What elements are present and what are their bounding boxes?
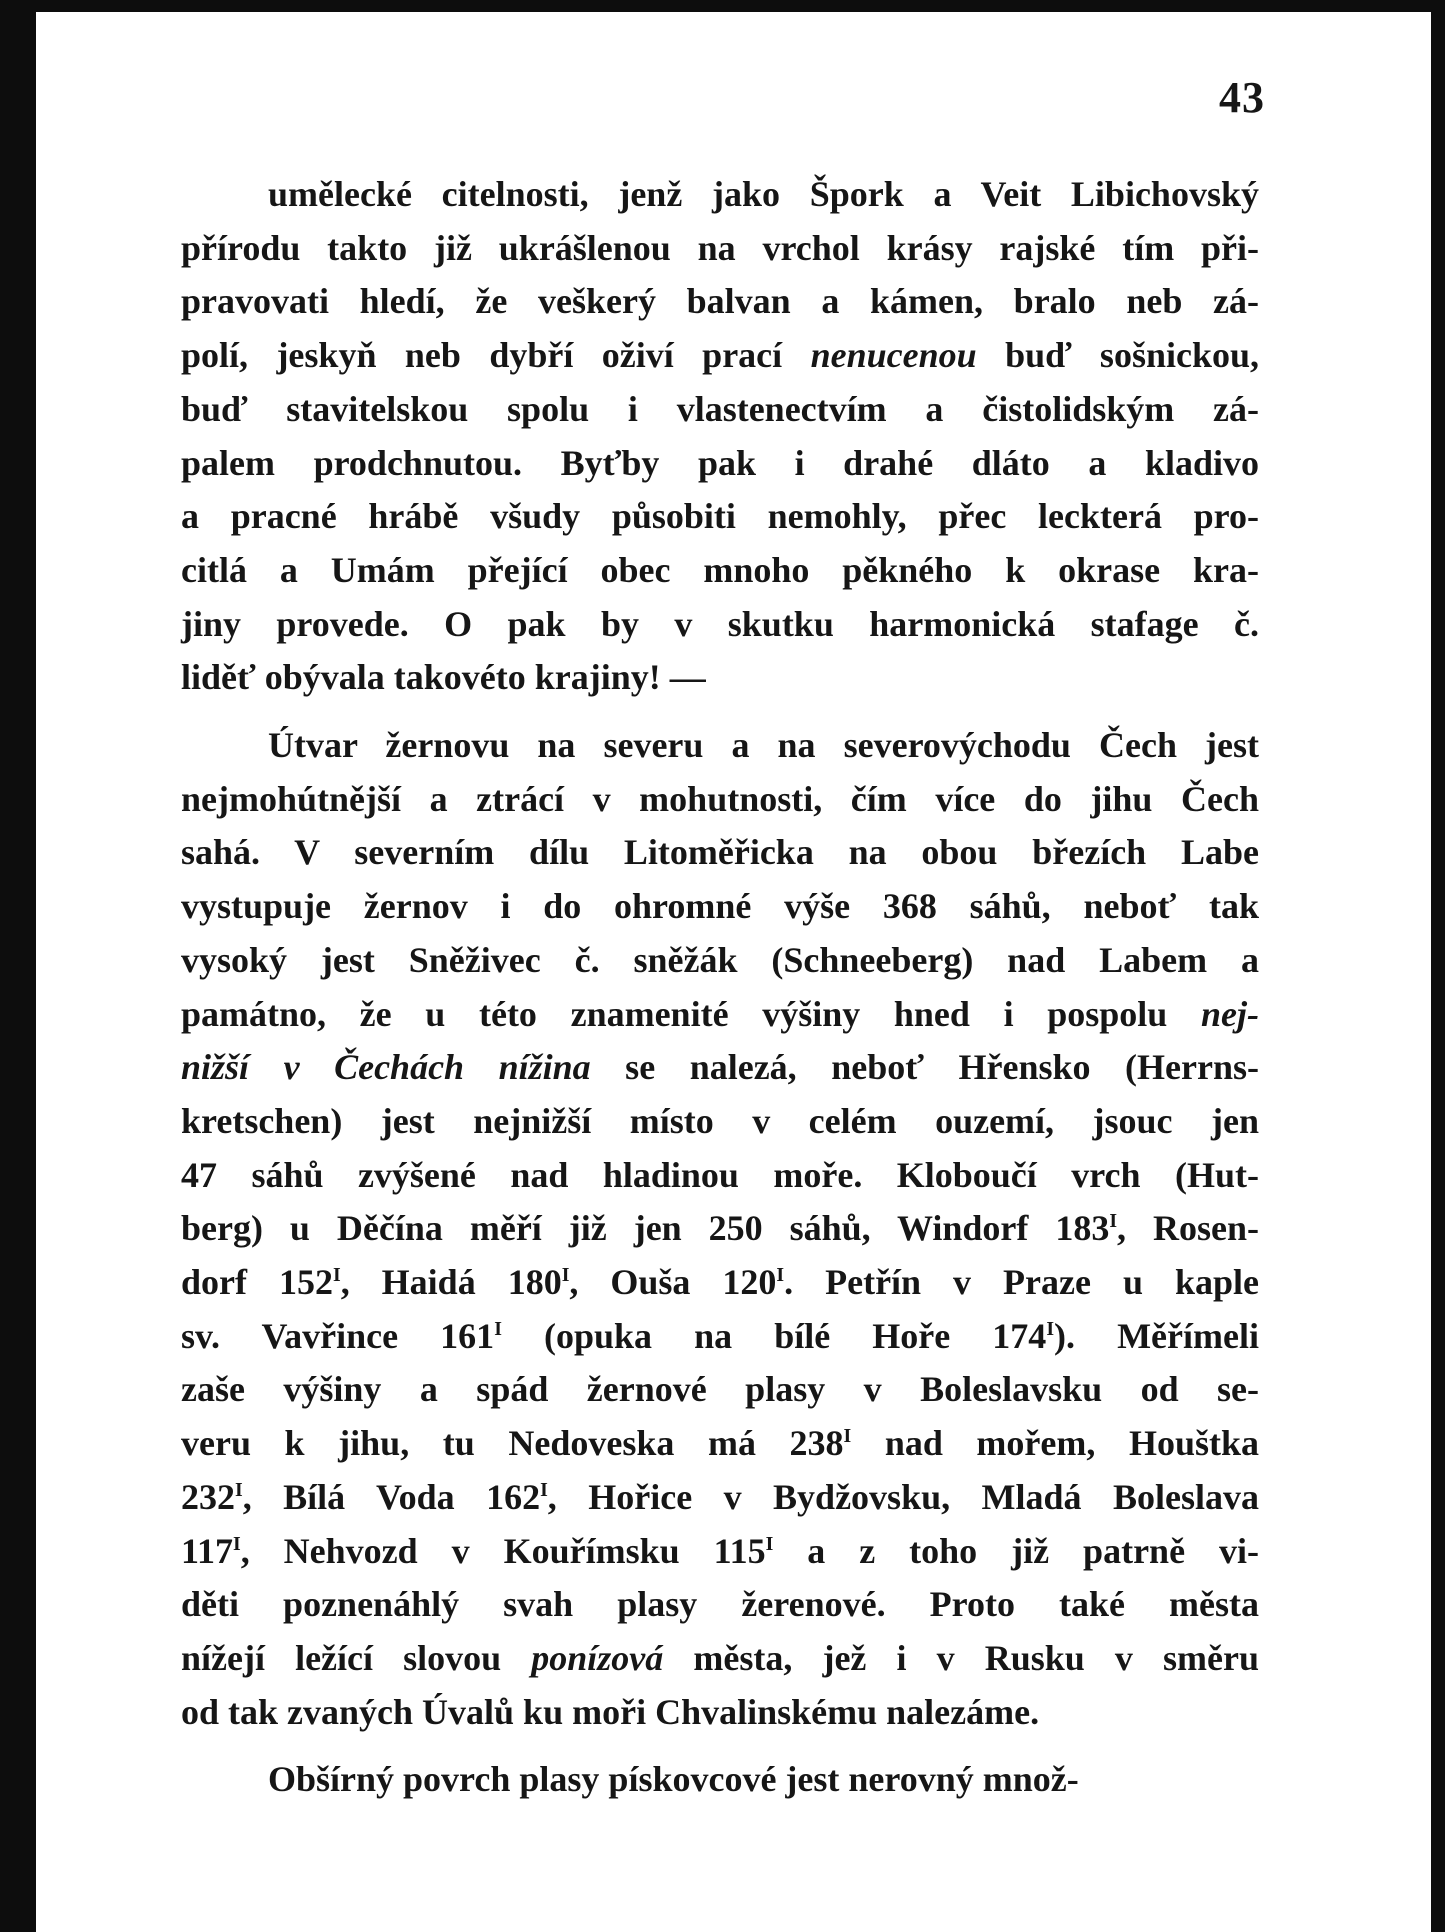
superscript-unit: I [843, 1425, 852, 1448]
text-run: nížejí ležící slovou [181, 1637, 532, 1678]
text-line [181, 651, 1259, 705]
text-line [181, 437, 1259, 491]
body-text [181, 168, 1259, 1807]
text-line [181, 1471, 1259, 1525]
text-run: sv. Vavřince 161 [181, 1315, 495, 1356]
paragraph [181, 719, 1259, 1739]
text-run: palem prodchnutou. Byťby pak i drahé dláto a kladivo [181, 442, 1259, 483]
text-run: polí, jeskyň neb dybří oživí prací [181, 335, 811, 376]
text-run: liděť obývala takovéto krajiny! — [181, 657, 706, 698]
italic-text: ponízová [531, 1637, 664, 1678]
text-line [181, 1753, 1259, 1807]
text-run: města, jež i v Rusku v směru [663, 1637, 1259, 1678]
scan-border-right [1431, 0, 1445, 1932]
text-run: se nalezá, neboť Hřensko (Herrns- [590, 1047, 1259, 1088]
text-run: 47 sáhů zvýšené nad hladinou moře. Kloboučí vrch (Hut- [181, 1154, 1259, 1195]
text-line [181, 773, 1259, 827]
italic-text: nej- [1201, 993, 1259, 1034]
text-run: buď stavitelskou spolu i vlastenectvím a čistolidským zá- [181, 388, 1259, 429]
superscript-unit: I [1109, 1210, 1118, 1233]
superscript-unit: I [332, 1264, 341, 1287]
text-run: zaše výšiny a spád žernové plasy v Boleslavsku od se- [181, 1369, 1259, 1410]
superscript-unit: I [235, 1478, 243, 1501]
text-line [181, 1041, 1259, 1095]
text-run: (opuka na bílé Hoře 174 [501, 1315, 1047, 1356]
text-line [181, 880, 1259, 934]
superscript-unit: I [561, 1264, 570, 1287]
superscript-unit: I [540, 1478, 548, 1501]
superscript-unit: I [1046, 1317, 1055, 1340]
text-run: ). Měřímeli [1054, 1315, 1259, 1356]
text-line [181, 934, 1259, 988]
text-line [181, 1149, 1259, 1203]
text-run: vystupuje žernov i do ohromné výše 368 sáhů, neboť tak [181, 886, 1259, 927]
text-run: veru k jihu, tu Nedoveska má 238 [181, 1423, 844, 1464]
text-line [181, 1632, 1259, 1686]
paragraph-gap [181, 1739, 1259, 1753]
scan-border-left [0, 0, 36, 1932]
text-line [181, 1578, 1259, 1632]
text-run: , Rosen- [1117, 1208, 1259, 1249]
text-run: , Haidá 180 [340, 1262, 562, 1303]
text-line [181, 222, 1259, 276]
text-run: pravovati hledí, že veškerý balvan a kámen, bralo neb zá- [181, 281, 1259, 322]
paragraph-gap [181, 705, 1259, 719]
paragraph [181, 168, 1259, 705]
text-line [181, 490, 1259, 544]
superscript-unit: I [233, 1532, 241, 1555]
italic-text: nenucenou [810, 335, 977, 376]
superscript-unit: I [765, 1532, 774, 1555]
text-line [181, 383, 1259, 437]
superscript-unit: I [776, 1264, 785, 1287]
text-run: Útvar žernovu na severu a na severovýchodu Čech jest [268, 725, 1259, 766]
text-run: 117 [181, 1530, 234, 1571]
text-run: a pracné hrábě všudy působiti nemohly, přec leckterá pro- [181, 496, 1259, 537]
superscript-unit: I [494, 1317, 502, 1340]
scan-border-top [0, 0, 1445, 12]
text-line [181, 826, 1259, 880]
page-number: 43 [1219, 73, 1265, 122]
text-run: nad mořem, Houštka [851, 1423, 1259, 1464]
text-line [181, 988, 1259, 1042]
text-run: , Bílá Voda 162 [242, 1476, 541, 1517]
text-line [181, 1095, 1259, 1149]
text-line [181, 598, 1259, 652]
text-run: citlá a Umám přející obec mnoho pěkného k okrase kra- [181, 549, 1259, 590]
text-line [181, 1363, 1259, 1417]
text-run: buď sošnickou, [976, 335, 1259, 376]
text-run: jiny provede. O pak by v skutku harmonická stafage č. [181, 603, 1259, 644]
text-run: berg) u Děčína měří již jen 250 sáhů, Windorf 183 [181, 1208, 1110, 1249]
text-run: děti poznenáhlý svah plasy žerenové. Proto také města [181, 1584, 1259, 1625]
text-line [181, 1417, 1259, 1471]
text-line [181, 719, 1259, 773]
text-line [181, 1686, 1259, 1740]
text-run: , Hořice v Bydžovsku, Mladá Boleslava [547, 1476, 1259, 1517]
text-run: nejmohútnější a ztrácí v mohutnosti, čím více do jihu Čech [181, 778, 1259, 819]
text-run: vysoký jest Sněživec č. sněžák (Schneeberg) nad Labem a [181, 939, 1259, 980]
text-run: památno, že u této znamenité výšiny hned i pospolu [181, 993, 1201, 1034]
text-run: , Ouša 120 [569, 1262, 777, 1303]
text-run: Obšírný povrch plasy pískovcové jest nerovný množ- [268, 1759, 1079, 1800]
text-line [181, 168, 1259, 222]
text-line [181, 544, 1259, 598]
text-run: 232 [181, 1476, 235, 1517]
text-run: od tak zvaných Úvalů ku moři Chvalinskému nalezáme. [181, 1691, 1040, 1732]
text-run: . Petřín v Praze u kaple [784, 1262, 1259, 1303]
text-run: umělecké citelnosti, jenž jako Špork a Veit Libichovský [268, 174, 1259, 214]
text-run: přírodu takto již ukrášlenou na vrchol krásy rajské tím při- [181, 227, 1259, 268]
text-run: a z toho již patrně vi- [773, 1530, 1259, 1571]
text-run: sahá. V severním dílu Litoměřicka na obou březích Labe [181, 832, 1259, 873]
paragraph [181, 1753, 1259, 1807]
text-run: , Nehvozd v Kouřímsku 115 [240, 1530, 766, 1571]
text-run: kretschen) jest nejnižší místo v celém ouzemí, jsouc jen [181, 1100, 1259, 1141]
text-line [181, 275, 1259, 329]
text-line [181, 329, 1259, 383]
text-line [181, 1202, 1259, 1256]
text-line [181, 1525, 1259, 1579]
text-line [181, 1310, 1259, 1364]
text-run: dorf 152 [181, 1262, 333, 1303]
italic-text: nižší v Čechách nížina [181, 1047, 591, 1088]
text-line [181, 1256, 1259, 1310]
